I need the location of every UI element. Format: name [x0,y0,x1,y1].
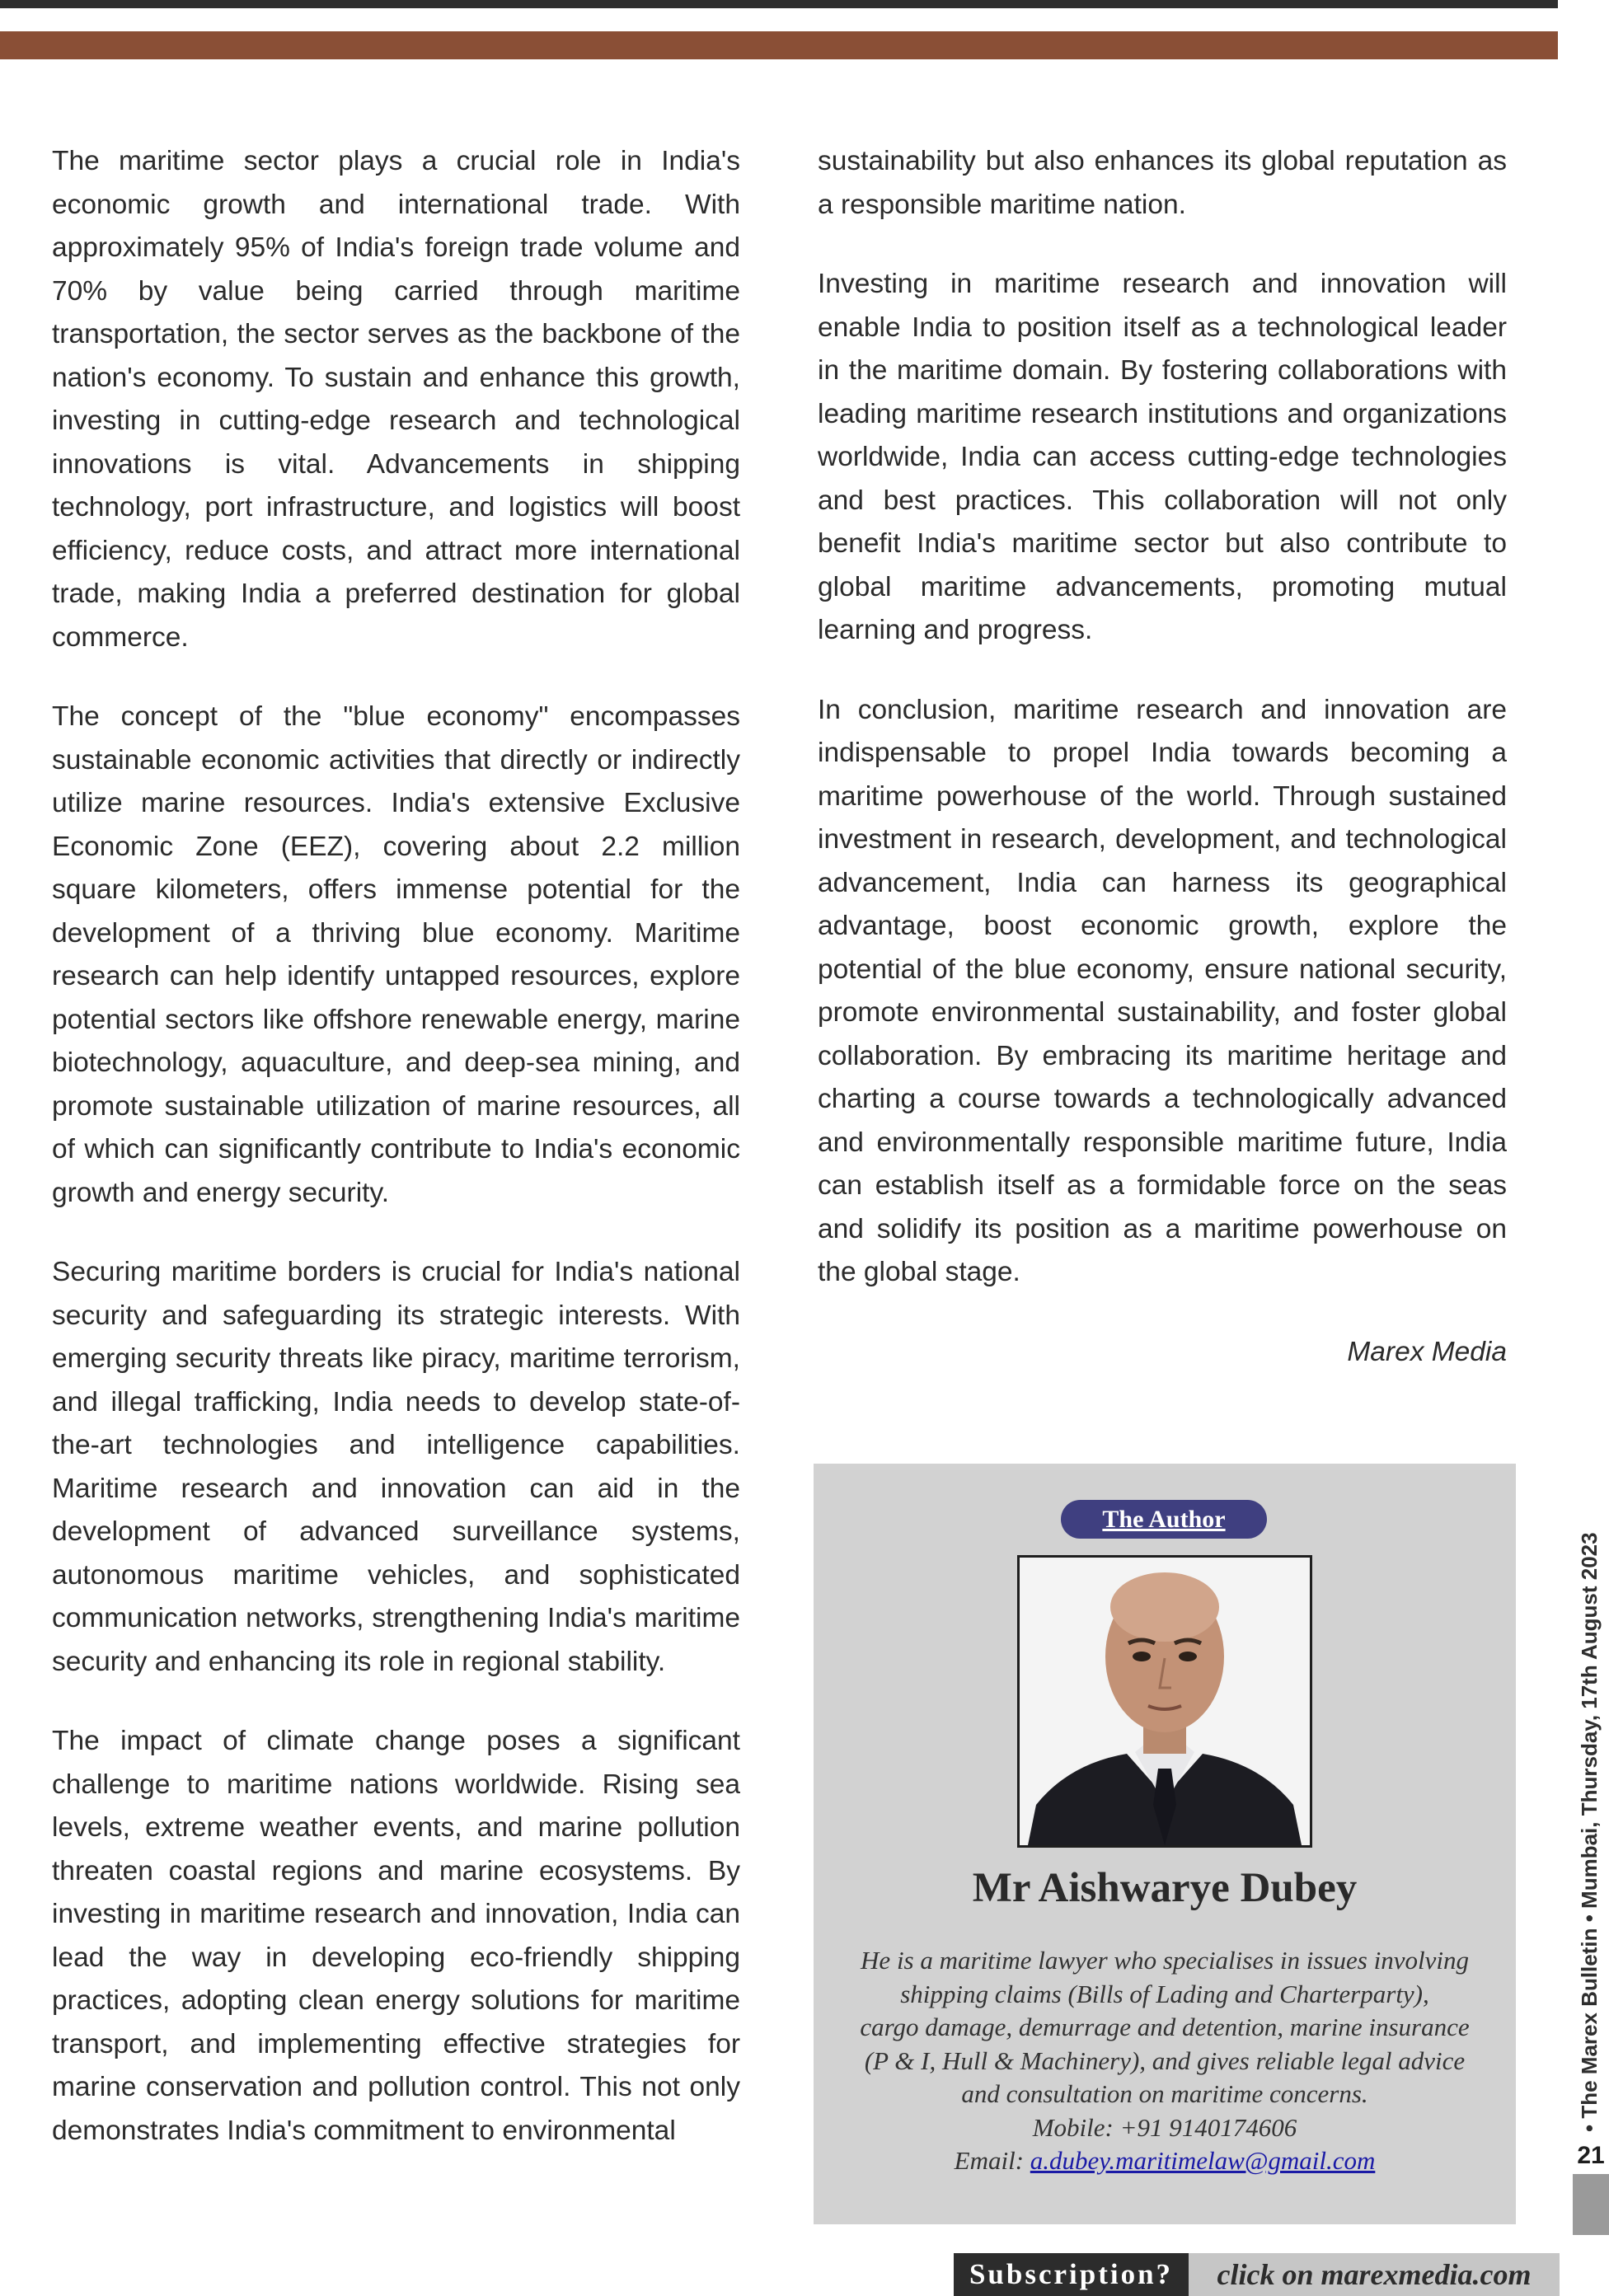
author-badge: The Author [1061,1500,1267,1539]
author-bio [814,1944,1516,2178]
paragraph-climate-change: The impact of climate change poses a significant challenge to maritime nations worldwide. Rising sea levels, extreme weather events, and marine pollution threaten coastal regions and marine ecosystems. By investing in maritime research and innovation, India can lead the way in developing eco-friendly shipping practices, adopting clean energy solutions for maritime transport, and implementing effective strategies for marine conservation and pollution control. This not only demonstrates India's commitment to environmental [52,1726,740,2146]
author-portrait-illustration [1020,1558,1310,1845]
author-photo [1017,1555,1312,1848]
author-name: Mr Aishwarye Dubey [972,1865,1358,1911]
author-box [814,1464,1516,2224]
header-band [0,31,1558,59]
paragraph-maritime-security: Securing maritime borders is crucial for India's national security and safeguarding its strategic interests. With emerging security threats like piracy, maritime terrorism, and illegal trafficking, India needs to develop state-of-the-art technologies and intelligence capabilities. Maritime research and innovation can aid in the development of advanced surveillance systems, autonomous maritime vehicles, and sophisticated communication networks, strengthening India's maritime security and enhancing its role in regional stability. [52,1257,740,1677]
subscription-banner[interactable] [954,2253,1560,2296]
paragraph-conclusion: In conclusion, maritime research and innovation are indispensable to propel India towards becoming a maritime powerhouse of the world. Through sustained investment in research, development, and technological advancement, India can harness its geographical advantage, boost economic growth, explore the potential of the blue economy, ensure national security, promote environmental sustainability, and foster global collaboration. By embracing its maritime heritage and charting a course towards a technologically advanced and environmentally responsible maritime future, India can establish itself as a formidable force on the seas and solidify its position as a maritime powerhouse on the global stage. [818,694,1507,1287]
bio-line: and consultation on maritime concerns. [961,2079,1368,2108]
top-rule [0,0,1558,8]
paragraph-trade: The maritime sector plays a crucial role in India's economic growth and international trade. With approximately 95% of India's foreign trade volume and 70% by value being carried through maritime transportation, the sector serves as the backbone of the nation's economy. To sustain and enhance this growth, investing in cutting-edge research and technological innovations is vital. Advancements in shipping technology, port infrastructure, and logistics will boost efficiency, reduce costs, and attract more international trade, making India a preferred destination for global commerce. [52,146,740,653]
email-label: Email: [954,2146,1025,2175]
paragraph-sustainability: sustainability but also enhances its global reputation as a responsible maritime nation. [818,146,1507,220]
author-email-row [814,2144,1516,2178]
article-signoff: Marex Media [1347,1336,1507,1367]
subscription-label: Subscription? [954,2253,1189,2296]
article-right-column [818,140,1507,1410]
bio-line: (P & I, Hull & Machinery), and gives reliable legal advice [864,2045,1466,2075]
author-mobile: Mobile: +91 9140174606 [1032,2112,1297,2142]
subscription-link[interactable]: click on marexmedia.com [1217,2258,1532,2291]
bio-line: shipping claims (Bills of Lading and Charterparty), [900,1979,1429,2008]
bio-line: He is a maritime lawyer who specialises in issues involving [861,1946,1469,1975]
paragraph-blue-economy: The concept of the "blue economy" encompasses sustainable economic activities that directly or indirectly utilize marine resources. India's extensive Exclusive Economic Zone (EEZ), covering about 2.2 million square kilometers, offers immense potential for the development of a thriving blue economy. Maritime research can help identify untapped resources, explore potential sectors like offshore renewable energy, marine biotechnology, aquaculture, and deep-sea mining, and promote sustainable utilization of marine resources, all of which can significantly contribute to India's economic growth and energy security. [52,701,740,1208]
bio-line: cargo damage, demurrage and detention, marine insurance [860,2013,1470,2041]
sidebar-dateline-text: The Marex Bulletin • Mumbai, Thursday, 17th August 2023 [1577,1532,1602,2119]
page-number: 21 [1573,2138,1609,2174]
sidebar-dateline [1573,1522,1606,2132]
paragraph-collaboration: Investing in maritime research and innovation will enable India to position itself as a technological leader in the maritime domain. By fostering collaborations with leading maritime research institutions and organizations worldwide, India can access cutting-edge technologies and best practices. This collaboration will not only benefit India's maritime sector but also contribute to global maritime advancements, promoting mutual learning and progress. [818,269,1507,645]
page-number-tab [1573,2138,1609,2235]
sidebar-bullet: • [1577,2124,1602,2132]
article-left-column [52,140,740,2189]
author-email-link[interactable]: a.dubey.maritimelaw@gmail.com [1030,2146,1376,2175]
